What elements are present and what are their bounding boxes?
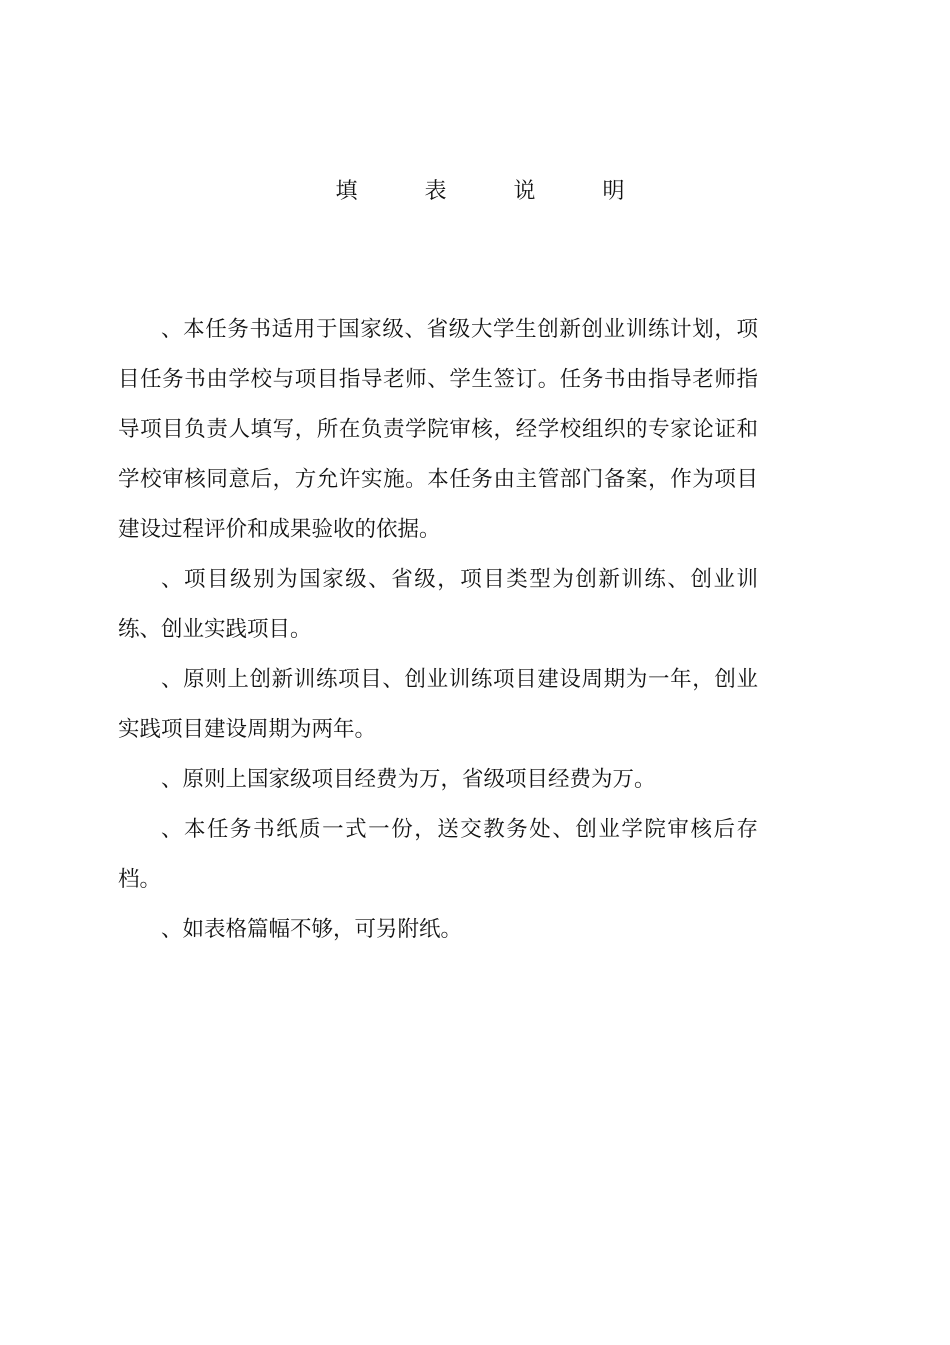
instructions-body xyxy=(118,305,758,955)
page-title: 填 表 说 明 xyxy=(335,179,655,204)
instruction-paragraph-4: 、原则上国家级项目经费为万，省级项目经费为万。 xyxy=(161,767,656,792)
instruction-paragraph-1: 、本任务书适用于国家级、省级大学生创新创业训练计划，项目任务书由学校与项目指导老师、学生签订。任务书由指导老师指导项目负责人填写，所在负责学院审核，经学校组织的专家论证和学校审核同意后，方允许实施。本任务由主管部门备案，作为项目建设过程评价和成果验收的依据。 xyxy=(118,317,758,542)
instruction-paragraph-3: 、原则上创新训练项目、创业训练项目建设周期为一年，创业实践项目建设周期为两年。 xyxy=(118,667,758,742)
instruction-paragraph-2: 、项目级别为国家级、省级，项目类型为创新训练、创业训练、创业实践项目。 xyxy=(118,567,758,642)
instruction-paragraph-5: 、本任务书纸质一式一份，送交教务处、创业学院审核后存档。 xyxy=(118,817,758,892)
instruction-paragraph-6: 、如表格篇幅不够，可另附纸。 xyxy=(161,917,463,942)
